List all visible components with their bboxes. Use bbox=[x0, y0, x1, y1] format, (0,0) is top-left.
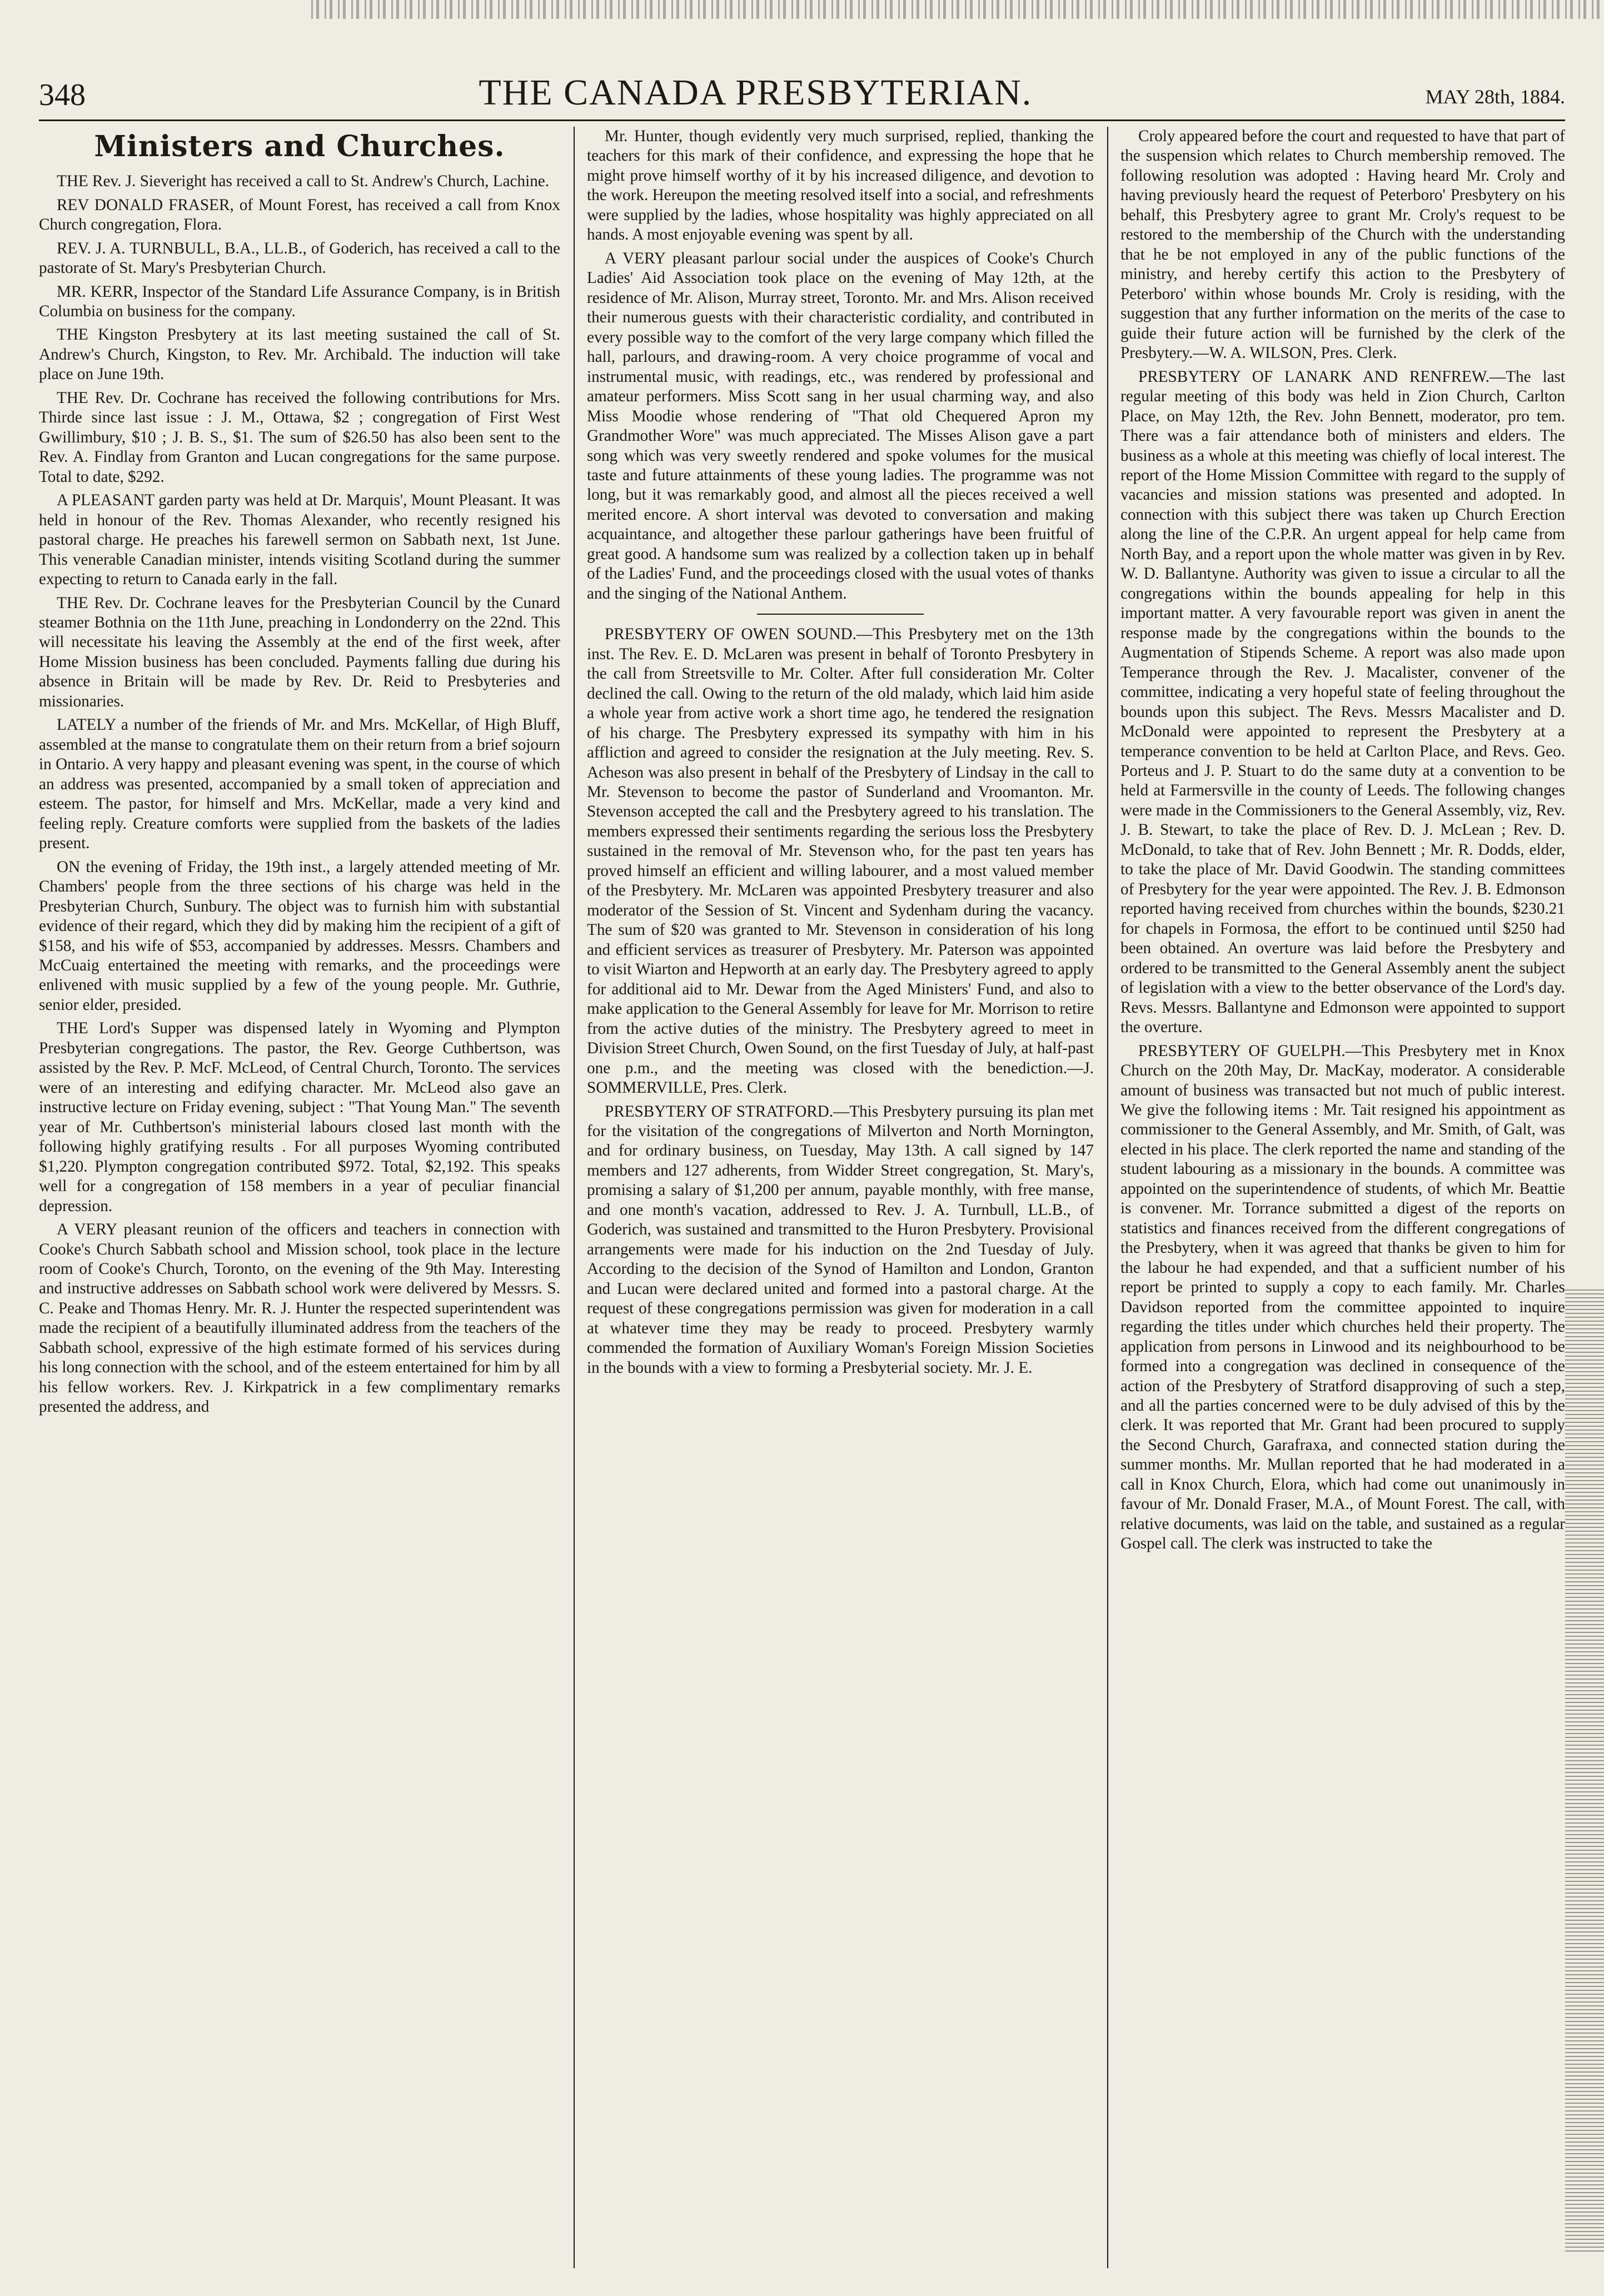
section-title: Ministers and Churches. bbox=[94, 130, 505, 163]
news-paragraph: ON the evening of Friday, the 19th inst., a largely attended meeting of Mr. Chambers' people from the three sections of his charge was held in the Presbyterian Church, Sunbury. The object was to furnish him with substantial evidence of their regard, which they did by making him the recipient of a gift of $158, and his wife of $53, accompanied by addresses. Messrs. Chambers and McCuaig entertained the meeting with remarks, and the proceedings were enlivened with music supplied by a few of the young people. Mr. Guthrie, senior elder, presided. bbox=[39, 858, 560, 1014]
page-number: 348 bbox=[39, 78, 86, 112]
news-paragraph: REV DONALD FRASER, of Mount Forest, has received a call from Knox Church congregation, Flora. bbox=[39, 196, 560, 234]
column-2 bbox=[574, 127, 1107, 2268]
news-paragraph: THE Kingston Presbytery at its last meeting sustained the call of St. Andrew's Church, Kingston, to Rev. Mr. Archibald. The induction will take place on June 19th. bbox=[39, 326, 560, 384]
news-paragraph: A PLEASANT garden party was held at Dr. Marquis', Mount Pleasant. It was held in honour of the Rev. Thomas Alexander, who recently resigned his pastoral charge. He preaches his farewell sermon on Sabbath next, 1st June. This venerable Canadian minister, intends visiting Scotland during the summer expecting to return to Canada early in the fall. bbox=[39, 491, 560, 589]
page-header bbox=[39, 53, 1565, 121]
news-paragraph: REV. J. A. TURNBULL, B.A., LL.B., of Goderich, has received a call to the pastorate of St. Mary's Presbyterian Church. bbox=[39, 239, 560, 277]
article-columns bbox=[39, 127, 1565, 2268]
issue-date: MAY 28th, 1884. bbox=[1425, 86, 1565, 108]
news-paragraph: A VERY pleasant reunion of the officers and teachers in connection with Cooke's Church Sabbath school and Mission school, took place in the lecture room of Cooke's Church, Toronto, on the evening of the 9th May. Interesting and instructive addresses on Sabbath school work were delivered by Messrs. S. C. Peake and Thomas Henry. Mr. R. J. Hunter the respected superintendent was made the recipient of a beautifully illuminated address from the teachers of the Sabbath school, expressive of the high estimate formed of his services during his long connection with the school, and of the esteem entertained for him by all his fellow workers. Rev. J. Kirkpatrick in a few complimentary remarks presented the address, and bbox=[39, 1221, 560, 1416]
presbytery-report: PRESBYTERY OF LANARK AND RENFREW.—The last regular meeting of this body was held in Zion Church, Carlton Place, on May 12th, the Rev. John Bennett, moderator, pro tem. There was a fair attendance both of ministers and elders. The business as a whole at this meeting was chiefly of local interest. The report of the Home Mission Committee with regard to the supply of vacancies and mission stations was presented and adopted. In connection with this subject there was taken up Church Erection along the line of the C.P.R. An urgent appeal for help came from North Bay, and a report upon the whole matter was given in by Rev. W. D. Ballantyne. Authority was given to issue a circular to all the congregations within the bounds appealing for help in this important matter. A very favourable report was given in anent the response made by the congregations within the bounds to the Augmentation of Stipends Scheme. A report was also made upon Temperance through the Rev. J. Macalister, convener of the committee, indicating a very hopeful state of feeling throughout the bounds upon this subject. The Revs. Messrs Macalister and D. McDonald were appointed to represent the Presbytery at a temperance convention to be held at Carlton Place, and Revs. Geo. Porteus and J. P. Stuart to do the same duty at a convention to be held at Farmersville in the county of Leeds. The following changes were made in the Commissioners to the General Assembly, viz, Rev. J. B. Stewart, to take the place of Rev. D. J. McLean ; Rev. D. McDonald, to take that of Rev. John Bennett ; Mr. R. Dodds, elder, to take the place of Mr. David Goodwin. The standing committees of Presbytery for the year were appointed. The Rev. J. B. Edmonson reported having received from churches within the bounds, $230.21 for chapels in Formosa, the effort to be continued until $250 had been obtained. An overture was laid before the Presbytery and ordered to be transmitted to the General Assembly anent the subject of legislation with a view to the better observance of the Lord's day. Revs. Messrs. Ballantyne and Edmonson were appointed to support the overture. bbox=[1120, 367, 1565, 1037]
scan-artifact-top bbox=[311, 0, 1604, 19]
news-paragraph: MR. KERR, Inspector of the Standard Life Assurance Company, is in British Columbia on business for the company. bbox=[39, 282, 560, 320]
masthead: THE CANADA PRESBYTERIAN. bbox=[479, 72, 1033, 113]
news-paragraph: Mr. Hunter, though evidently very much surprised, replied, thanking the teachers for this mark of their confidence, and expressing the hope that he might prove himself worthy of it by his increased diligence, and devotion to the work. Hereupon the meeting resolved itself into a social, and refreshments were supplied by the ladies, whose hospitality was highly appreciated on all hands. A most enjoyable evening was spent by all. bbox=[587, 127, 1094, 244]
news-paragraph: THE Lord's Supper was dispensed lately in Wyoming and Plympton Presbyterian congregations. The pastor, the Rev. George Cuthbertson, was assisted by the Rev. P. McF. McLeod, of Central Church, Toronto. The services were of an interesting and edifying character. Mr. McLeod also gave an instructive lecture on Friday evening, subject : "That Young Man." The seventh year of Mr. Cuthbertson's ministerial labours closed last month with the following highly gratifying results . For all purposes Wyoming contributed $1,220. Plympton congregation contributed $972. Total, $2,192. This speaks well for a congregation of 158 members in a year of peculiar financial depression. bbox=[39, 1019, 560, 1215]
presbytery-report: Croly appeared before the court and requested to have that part of the suspension which relates to Church membership removed. The following resolution was adopted : Having heard Mr. Croly and having previously heard the request of Peterboro' Presbytery on his behalf, this Presbytery agree to grant Mr. Croly's request to be restored to the membership of the Church with the understanding that he be not employed in any of the public functions of the ministry, and hereby certify this action to the Presbytery of Peterboro' within whose bounds Mr. Croly is residing, with the suggestion that any further information on the merits of the case to guide their future action will be furnished by the clerk of the Presbytery.—W. A. WILSON, Pres. Clerk. bbox=[1120, 127, 1565, 362]
news-paragraph: LATELY a number of the friends of Mr. and Mrs. McKellar, of High Bluff, assembled at the manse to congratulate them on their return from a brief sojourn in Ontario. A very happy and pleasant evening was spent, in the course of which an address was presented, accompanied by a small token of appreciation and esteem. The pastor, for himself and Mrs. McKellar, made a very kind and feeling reply. Creature comforts were supplied from the baskets of the ladies present. bbox=[39, 716, 560, 853]
news-paragraph: THE Rev. Dr. Cochrane leaves for the Presbyterian Council by the Cunard steamer Bothnia on the 11th June, preaching in Londonderry on the 22nd. This will necessitate his leaving the Assembly at the end of the first week, after Home Mission business has been concluded. Payments falling due during his absence in Britain will be made by Rev. Dr. Reid to Presbyteries and missionaries. bbox=[39, 594, 560, 710]
news-paragraph: A VERY pleasant parlour social under the auspices of Cooke's Church Ladies' Aid Association took place on the evening of May 12th, at the residence of Mr. Alison, Murray street, Toronto. Mr. and Mrs. Alison received their numerous guests with their characteristic cordiality, and contributed in every possible way to the comfort of the very large company which filled the hall, parlours, and drawing-room. A very choice programme of vocal and instrumental music, with readings, etc., was rendered by professional and amateur performers. Miss Scott sang in her usual charming way, and also Miss Moodie whose rendering of "That old Chequered Apron my Grandmother Wore" was much appreciated. The Misses Alison gave a part song which was very sweetly rendered and spoke volumes for the musical taste and future attainments of these young ladies. The programme was not long, but it was remarkably good, and almost all the pieces received a well merited encore. A short interval was devoted to conversation and making acquaintance, and altogether these parlour gatherings have been fruitful of great good. A handsome sum was realized by a collection taken up in behalf of the Ladies' Fund, and the proceedings closed with the usual votes of thanks and the singing of the National Anthem. bbox=[587, 249, 1094, 602]
column-3 bbox=[1107, 127, 1565, 2268]
section-divider bbox=[757, 614, 924, 615]
column-1 bbox=[39, 127, 574, 2268]
news-paragraph: THE Rev. J. Sieveright has received a call to St. Andrew's Church, Lachine. bbox=[57, 172, 550, 191]
presbytery-report: PRESBYTERY OF STRATFORD.—This Presbytery pursuing its plan met for the visitation of the congregations of Milverton and North Mornington, and for ordinary business, on Tuesday, May 13th. A call signed by 147 members and 127 adherents, from Widder Street congregation, St. Mary's, promising a salary of $1,200 per annum, payable monthly, with free manse, and one month's vacation, addressed to Rev. J. A. Turnbull, LL.B., of Goderich, was sustained and transmitted to the Huron Presbytery. Provisional arrangements were made for his induction on the 2nd Tuesday of July. According to the decision of the Synod of Hamilton and London, Granton and Lucan were declared united and formed into a pastoral charge. At the request of these congregations permission was given for moderation in a call at whatever time they may be ready to proceed. Presbytery warmly commended the formation of Auxiliary Woman's Foreign Mission Societies in the bounds with a view to forming a Presbyterial society. Mr. J. E. bbox=[587, 1102, 1094, 1377]
scan-artifact-edge bbox=[1565, 1289, 1604, 2252]
presbytery-report: PRESBYTERY OF OWEN SOUND.—This Presbytery met on the 13th inst. The Rev. E. D. McLaren was present in behalf of Toronto Presbytery in the call from Streetsville to Mr. Colter. After full consideration Mr. Colter declined the call. Owing to the return of the old malady, which laid him aside a whole year from active work a short time ago, he tendered the resignation of his charge. The Presbytery expressed its sympathy with him in his affliction and agreed to consider the resignation at the July meeting. Rev. S. Acheson was also present in behalf of the Presbytery of Lindsay in the call to Mr. Stevenson to become the pastor of Sunderland and Vroomanton. Mr. Stevenson accepted the call and the Presbytery agreed to his translation. The members expressed their sentiments regarding the serious loss the Presbytery sustained in the removal of Mr. Stevenson who, for the past ten years has proved himself an efficient and willing labourer, and a most valued member of the Presbytery. Mr. McLaren was appointed Presbytery treasurer and also moderator of the Session of St. Vincent and Sydenham during the vacancy. The sum of $20 was granted to Mr. Stevenson in consideration of his long and efficient services as treasurer of Presbytery. Mr. Paterson was appointed to visit Wiarton and Hepworth at an early day. The Presbytery agreed to apply for additional aid to Mr. Dewar from the Aged Ministers' Fund, and also to make application to the General Assembly for leave for Mr. Morrison to retire from the active duties of the ministry. The Presbytery agreed to meet in Division Street Church, Owen Sound, on the first Tuesday of July, at half-past one p.m., and the meeting was closed with the benediction.—J. SOMMERVILLE, Pres. Clerk. bbox=[587, 625, 1094, 1097]
presbytery-report: PRESBYTERY OF GUELPH.—This Presbytery met in Knox Church on the 20th May, Dr. MacKay, moderator. A considerable amount of business was transacted but not much of public interest. We give the following items : Mr. Tait resigned his appointment as commissioner to the General Assembly, and Mr. Smith, of Galt, was elected in his place. The clerk reported the name and standing of the student labouring as a missionary in the bounds. A committee was appointed on the superintendence of students, of which Mr. Beattie is convener. Mr. Torrance submitted a digest of the reports on statistics and finances received from the different congregations of the Presbytery, when it was agreed that thanks be given to him for the labour he had expended, and that a sufficient number of his report be printed to supply a copy to each family. Mr. Charles Davidson reported from the committee appointed to inquire regarding the titles under which churches held their property. The application from persons in Linwood and its neighbourhood to be formed into a congregation was declined in consequence of the action of the Presbytery of Stratford disapproving of such a step, and all the parties concerned were to be duly advised of this by the clerk. It was reported that Mr. Grant had been procured to supply the Second Church, Garafraxa, and connected station during the summer months. Mr. Mullan reported that he had moderated in a call in Knox Church, Elora, which had come out unanimously in favour of Mr. Donald Fraser, M.A., of Mount Forest. The call, with relative documents, was laid on the table, and sustained as a regular Gospel call. The clerk was instructed to take the bbox=[1120, 1042, 1565, 1553]
news-paragraph: THE Rev. Dr. Cochrane has received the following contributions for Mrs. Thirde since last issue : J. M., Ottawa, $2 ; congregation of First West Gwillimbury, $10 ; J. B. S., $1. The sum of $26.50 has also been sent to the Rev. A. Findlay from Granton and Lucan congregations for the same purpose. Total to date, $292. bbox=[39, 389, 560, 486]
